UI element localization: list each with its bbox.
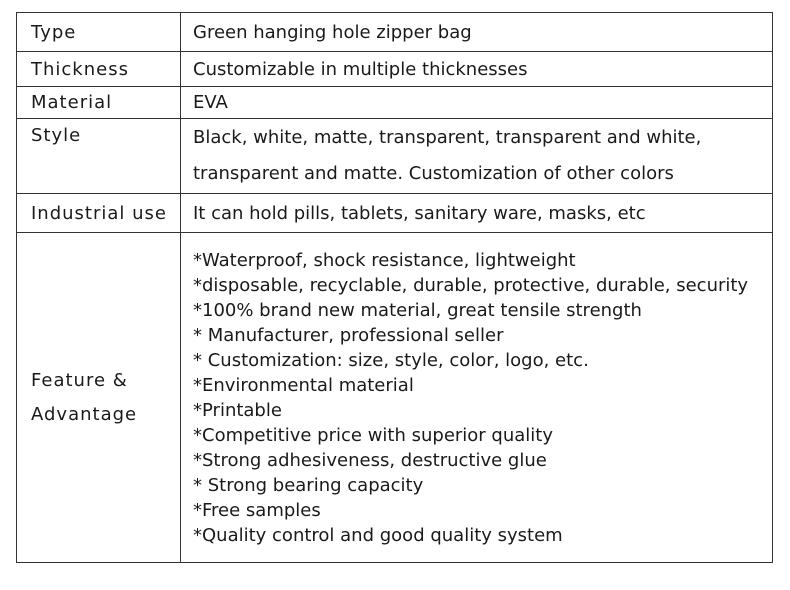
feature-item: *Strong adhesiveness, destructive glue <box>193 449 547 471</box>
feature-item: *disposable, recyclable, durable, protective, durable, security <box>193 274 749 296</box>
spec-value-type: Green hanging hole zipper bag <box>181 13 773 52</box>
feature-item: *Quality control and good quality system <box>193 524 563 546</box>
spec-row-material <box>17 87 773 119</box>
feature-list <box>193 248 772 548</box>
spec-label-style: Style <box>17 119 181 194</box>
feature-item: *Environmental material <box>193 374 414 396</box>
spec-row-type <box>17 13 773 52</box>
spec-label-type: Type <box>17 13 181 52</box>
spec-label-feature-advantage <box>17 233 181 563</box>
product-spec-table <box>16 12 773 563</box>
feature-label-line: Feature & <box>31 369 128 391</box>
feature-item: * Customization: size, style, color, logo, etc. <box>193 349 589 371</box>
spec-label-thickness: Thickness <box>17 52 181 87</box>
feature-item: * Manufacturer, professional seller <box>193 324 504 346</box>
spec-value-feature-advantage <box>181 233 773 563</box>
feature-item: *Free samples <box>193 499 321 521</box>
spec-row-industrial-use <box>17 194 773 233</box>
spec-value-industrial-use: It can hold pills, tablets, sanitary ware, masks, etc <box>181 194 773 233</box>
spec-value-thickness: Customizable in multiple thicknesses <box>181 52 773 87</box>
spec-row-feature-advantage <box>17 233 773 563</box>
feature-label-line: Advantage <box>31 403 138 425</box>
spec-row-style <box>17 119 773 194</box>
feature-item: *Competitive price with superior quality <box>193 424 554 446</box>
spec-value-style <box>181 119 773 194</box>
feature-item: *Waterproof, shock resistance, lightweight <box>193 249 576 271</box>
spec-row-thickness <box>17 52 773 87</box>
feature-item: *Printable <box>193 399 282 421</box>
style-line: transparent and matte. Customization of other colors <box>193 163 674 184</box>
spec-value-material: EVA <box>181 87 773 119</box>
style-line: Black, white, matte, transparent, transparent and white, <box>193 127 702 148</box>
feature-item: *100% brand new material, great tensile strength <box>193 299 642 321</box>
spec-label-material: Material <box>17 87 181 119</box>
feature-item: * Strong bearing capacity <box>193 474 424 496</box>
spec-label-industrial-use: Industrial use <box>17 194 181 233</box>
